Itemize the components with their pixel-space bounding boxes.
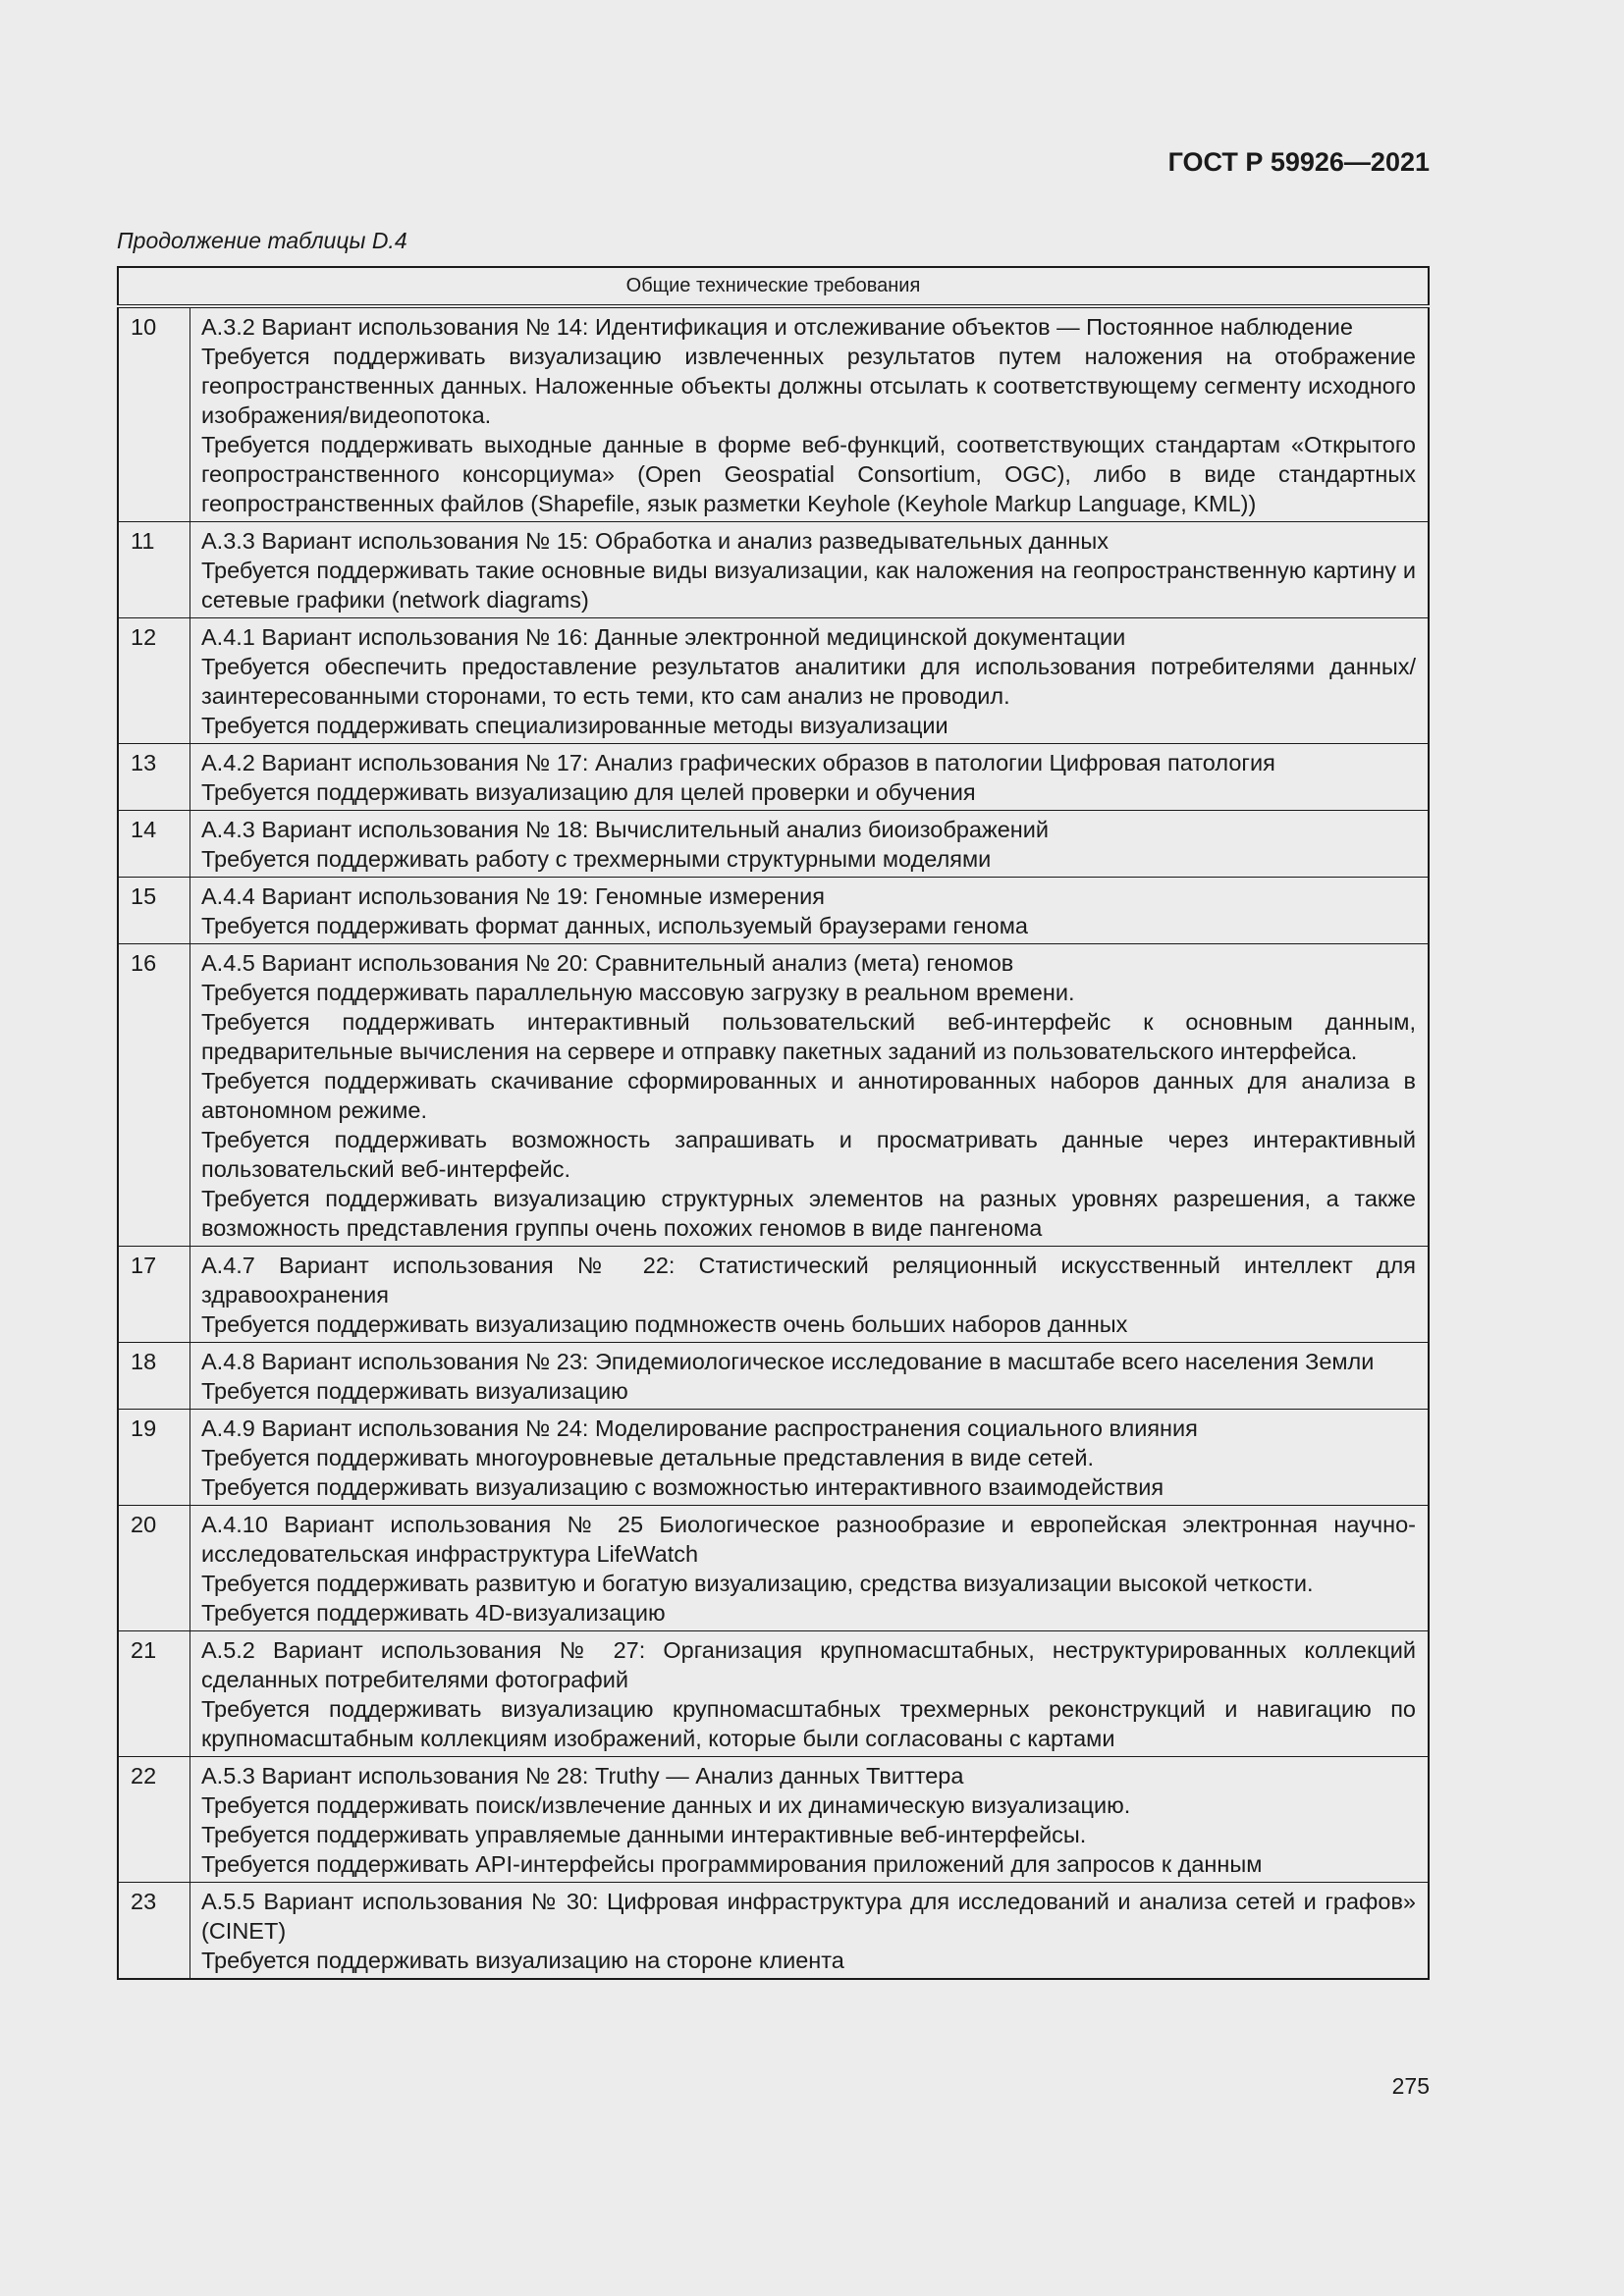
use-case-title: А.5.5 Вариант использования № 30: Цифровая инфраструктура для исследований и анализа сетей и графов» (CINET) <box>201 1889 1416 1944</box>
row-number: 18 <box>118 1343 190 1410</box>
table-row <box>118 1247 1429 1343</box>
table-row <box>118 944 1429 1247</box>
requirement-text: Требуется поддерживать управляемые данными интерактивные веб-интерфейсы. <box>201 1822 1087 1847</box>
table-row <box>118 1343 1429 1410</box>
row-content <box>190 1883 1430 1980</box>
use-case-title: А.5.3 Вариант использования № 28: Truthy — Анализ данных Твиттера <box>201 1763 964 1789</box>
use-case-title: А.4.10 Вариант использования № 25 Биологическое разнообразие и европейская электронная научно-исследовательская инфраструктура LifeWatch <box>201 1512 1416 1567</box>
requirement-text: Требуется поддерживать возможность запрашивать и просматривать данные через интерактивный пользовательский веб-интерфейс. <box>201 1127 1416 1182</box>
requirement-text: Требуется поддерживать формат данных, используемый браузерами генома <box>201 913 1028 938</box>
use-case-title: А.4.3 Вариант использования № 18: Вычислительный анализ биоизображений <box>201 817 1049 842</box>
table-row <box>118 744 1429 811</box>
use-case-title: А.4.5 Вариант использования № 20: Сравнительный анализ (мета) геномов <box>201 950 1014 976</box>
row-number: 17 <box>118 1247 190 1343</box>
requirement-text: Требуется поддерживать параллельную массовую загрузку в реальном времени. <box>201 980 1075 1005</box>
row-number: 10 <box>118 306 190 522</box>
table-caption: Продолжение таблицы D.4 <box>117 228 407 253</box>
row-number: 13 <box>118 744 190 811</box>
use-case-title: А.4.2 Вариант использования № 17: Анализ графических образов в патологии Цифровая патология <box>201 750 1275 775</box>
row-content <box>190 944 1430 1247</box>
row-number: 11 <box>118 522 190 618</box>
requirement-text: Требуется поддерживать 4D-визуализацию <box>201 1600 666 1626</box>
use-case-title: А.3.2 Вариант использования № 14: Идентификация и отслеживание объектов — Постоянное наблюдение <box>201 314 1354 340</box>
requirement-text: Требуется поддерживать работу с трехмерными структурными моделями <box>201 846 992 872</box>
row-content <box>190 306 1430 522</box>
row-content <box>190 878 1430 944</box>
row-number: 21 <box>118 1631 190 1757</box>
requirement-text: Требуется поддерживать API-интерфейсы программирования приложений для запросов к данным <box>201 1851 1263 1877</box>
row-content <box>190 1343 1430 1410</box>
row-content <box>190 1631 1430 1757</box>
row-content <box>190 811 1430 878</box>
row-content <box>190 522 1430 618</box>
table-row <box>118 1410 1429 1506</box>
row-content <box>190 1247 1430 1343</box>
requirement-text: Требуется поддерживать скачивание сформированных и аннотированных наборов данных для анализа в автономном режиме. <box>201 1068 1416 1123</box>
requirement-text: Требуется поддерживать визуализацию с возможностью интерактивного взаимодействия <box>201 1474 1164 1500</box>
document-code: ГОСТ Р 59926—2021 <box>1167 147 1430 177</box>
row-content <box>190 1506 1430 1631</box>
table-group-header-row <box>118 267 1429 306</box>
requirement-text: Требуется поддерживать визуализацию извлеченных результатов путем наложения на отображение геопространственных данных. Наложенные объекты должны отсылать к соответствующему сегменту исходного изображения/видеопотока. <box>201 344 1416 428</box>
row-number: 23 <box>118 1883 190 1980</box>
row-number: 19 <box>118 1410 190 1506</box>
row-number: 16 <box>118 944 190 1247</box>
requirement-text: Требуется поддерживать визуализацию крупномасштабных трехмерных реконструкций и навигацию по крупномасштабным коллекциям изображений, которые были согласованы с картами <box>201 1696 1416 1751</box>
row-number: 20 <box>118 1506 190 1631</box>
requirement-text: Требуется поддерживать многоуровневые детальные представления в виде сетей. <box>201 1445 1094 1470</box>
table-row <box>118 1757 1429 1883</box>
requirement-text: Требуется поддерживать визуализацию подмножеств очень больших наборов данных <box>201 1311 1128 1337</box>
requirement-text: Требуется поддерживать интерактивный пользовательский веб-интерфейс к основным данным, предварительные вычисления на сервере и отправку пакетных заданий из пользовательского интерфейса. <box>201 1009 1416 1064</box>
table-row <box>118 1631 1429 1757</box>
row-number: 12 <box>118 618 190 744</box>
table-row <box>118 1883 1429 1980</box>
requirement-text: Требуется поддерживать развитую и богатую визуализацию, средства визуализации высокой четкости. <box>201 1571 1314 1596</box>
row-content <box>190 1410 1430 1506</box>
use-case-title: А.4.1 Вариант использования № 16: Данные электронной медицинской документации <box>201 624 1126 650</box>
page-number: 275 <box>1391 2073 1430 2099</box>
requirement-text: Требуется поддерживать визуализацию на стороне клиента <box>201 1948 844 1973</box>
requirement-text: Требуется поддерживать такие основные виды визуализации, как наложения на геопространственную картину и сетевые графики (network diagrams) <box>201 558 1416 613</box>
use-case-title: А.4.4 Вариант использования № 19: Геномные измерения <box>201 883 825 909</box>
table-row <box>118 878 1429 944</box>
requirement-text: Требуется поддерживать визуализацию для целей проверки и обучения <box>201 779 976 805</box>
requirement-text: Требуется поддерживать визуализацию <box>201 1378 628 1404</box>
use-case-title: А.4.8 Вариант использования № 23: Эпидемиологическое исследование в масштабе всего населения Земли <box>201 1349 1375 1374</box>
row-number: 22 <box>118 1757 190 1883</box>
table-row <box>118 306 1429 522</box>
row-content <box>190 1757 1430 1883</box>
requirement-text: Требуется поддерживать специализированные методы визуализации <box>201 713 948 738</box>
use-case-title: А.3.3 Вариант использования № 15: Обработка и анализ разведывательных данных <box>201 528 1109 554</box>
table-group-header: Общие технические требования <box>118 267 1429 306</box>
row-content <box>190 618 1430 744</box>
table-row <box>118 1506 1429 1631</box>
table-row <box>118 618 1429 744</box>
use-case-title: А.4.7 Вариант использования № 22: Статистический реляционный искусственный интеллект для здравоохранения <box>201 1253 1416 1308</box>
requirements-table <box>117 266 1430 1980</box>
requirement-text: Требуется поддерживать выходные данные в форме веб-функций, соответствующих стандартам «Открытого геопространственного консорциума» (Open Geospatial Consortium, OGC), либо в виде стандартных геопространственных файлов (Shapefile, язык разметки Keyhole (Keyhole Markup Language, KML)) <box>201 432 1416 516</box>
requirement-text: Требуется поддерживать поиск/извлечение данных и их динамическую визуализацию. <box>201 1792 1131 1818</box>
table-row <box>118 522 1429 618</box>
row-number: 15 <box>118 878 190 944</box>
use-case-title: А.4.9 Вариант использования № 24: Моделирование распространения социального влияния <box>201 1415 1198 1441</box>
requirement-text: Требуется поддерживать визуализацию структурных элементов на разных уровнях разрешения, а также возможность представления группы очень похожих геномов в виде пангенома <box>201 1186 1416 1241</box>
row-content <box>190 744 1430 811</box>
requirement-text: Требуется обеспечить предоставление результатов аналитики для использования потребителями данных/заинтересованными сторонами, то есть теми, кто сам анализ не проводил. <box>201 654 1416 709</box>
row-number: 14 <box>118 811 190 878</box>
use-case-title: А.5.2 Вариант использования № 27: Организация крупномасштабных, неструктурированных коллекций сделанных потребителями фотографий <box>201 1637 1416 1692</box>
table-row <box>118 811 1429 878</box>
